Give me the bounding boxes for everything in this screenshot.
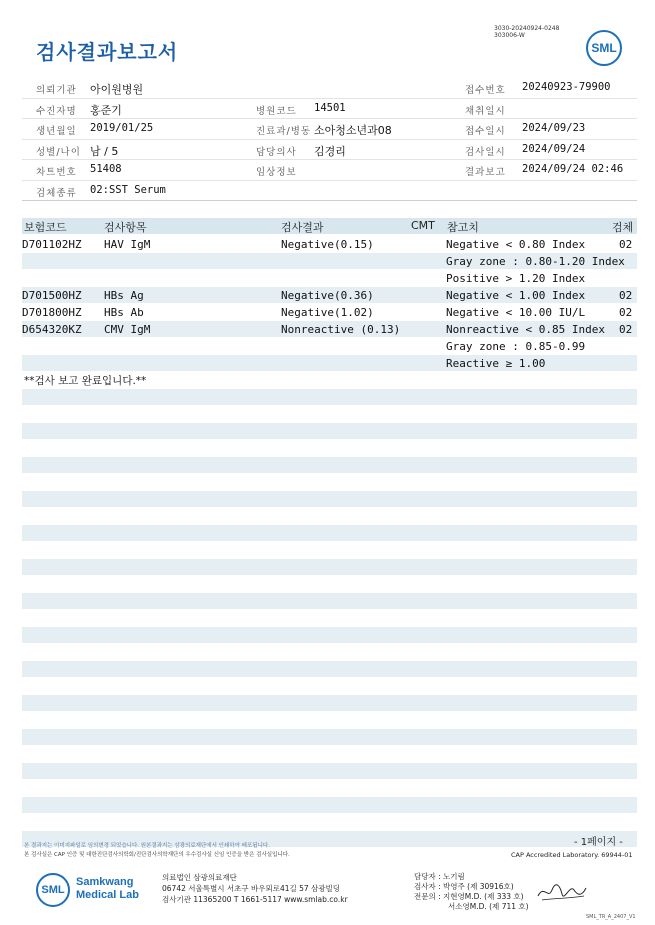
cell-test-result: Negative(0.36) bbox=[281, 289, 374, 302]
header-test-item: 검사항목 bbox=[104, 221, 147, 234]
cell-insurance-code: D654320KZ bbox=[22, 323, 82, 336]
staff-specialist-2: 서소영M.D. (제 711 호) bbox=[448, 902, 529, 911]
lab-contact: 검사기관 11365200 T 1661-5117 www.smlab.co.kr bbox=[162, 895, 348, 904]
footer-notice-cap: 본 검사실은 CAP 인증 및 대한진단검사의학회/진단검사의학재단의 우수검사실 신임 인증을 받은 검사실입니다. bbox=[24, 852, 290, 858]
lab-name bbox=[76, 876, 139, 902]
form-number: SML_TR_A_2407_V1 bbox=[586, 914, 636, 920]
label-requesting-institution: 의뢰기관 bbox=[36, 85, 77, 96]
value-birth-date: 2019/01/25 bbox=[90, 122, 154, 134]
row-stripe bbox=[22, 559, 637, 575]
label-chart-number: 차트번호 bbox=[36, 167, 77, 178]
label-doctor: 담당의사 bbox=[256, 146, 297, 158]
value-department-ward: 소아청소년과08 bbox=[314, 124, 392, 137]
row-stripe bbox=[22, 389, 637, 405]
info-row bbox=[22, 140, 637, 161]
row-stripe bbox=[22, 525, 637, 541]
page-number: - 1페이지 - bbox=[574, 837, 623, 848]
cell-reference: Reactive ≥ 1.00 bbox=[446, 357, 546, 370]
cell-insurance-code: D701102HZ bbox=[22, 238, 82, 251]
info-row bbox=[22, 160, 637, 181]
value-report-time: 2024/09/24 02:46 bbox=[522, 163, 624, 175]
cell-test-result: Negative(0.15) bbox=[281, 238, 374, 251]
document-code-line-1: 3030-20240924-0248 bbox=[494, 25, 560, 32]
cell-insurance-code: D701500HZ bbox=[22, 289, 82, 302]
cell-test-result: Negative(1.02) bbox=[281, 306, 374, 319]
header-insurance-code: 보험코드 bbox=[24, 221, 67, 234]
cell-insurance-code: D701800HZ bbox=[22, 306, 82, 319]
info-row bbox=[22, 181, 637, 202]
row-stripe bbox=[22, 627, 637, 643]
label-report-time: 결과보고 bbox=[465, 167, 506, 178]
label-specimen-type: 검체종류 bbox=[36, 187, 77, 199]
value-accession-number: 20240923-79900 bbox=[522, 81, 611, 93]
row-stripe bbox=[22, 423, 637, 439]
label-collection-time: 채취일시 bbox=[465, 105, 506, 117]
report-complete-note: **검사 보고 완료입니다.** bbox=[24, 375, 147, 387]
label-hospital-code: 병원코드 bbox=[256, 105, 297, 117]
cell-test-result: Nonreactive (0.13) bbox=[281, 323, 401, 336]
cell-specimen: 02 bbox=[619, 306, 633, 319]
label-test-date: 검사일시 bbox=[465, 146, 506, 158]
report-title: 검사결과보고서 bbox=[36, 40, 179, 64]
info-row bbox=[22, 78, 637, 99]
cell-test-item: HBs Ab bbox=[104, 306, 144, 319]
row-stripe bbox=[22, 763, 637, 779]
cell-reference: Nonreactive < 0.85 Index bbox=[446, 323, 605, 336]
cell-test-item: CMV IgM bbox=[104, 323, 151, 336]
staff-tester: 검사자 : 박영주 (제 30916호) bbox=[414, 882, 514, 891]
cell-test-item: HBs Ag bbox=[104, 289, 144, 302]
lab-name-line-2: Medical Lab bbox=[76, 889, 139, 901]
row-stripe bbox=[22, 695, 637, 711]
cell-reference: Gray zone : 0.85-0.99 bbox=[446, 340, 586, 353]
value-sex-age: 남 / 5 bbox=[90, 144, 119, 158]
patient-info-table bbox=[22, 78, 637, 201]
label-received-date: 접수일시 bbox=[465, 126, 506, 137]
value-doctor: 김경리 bbox=[314, 144, 346, 158]
info-row bbox=[22, 99, 637, 120]
staff-specialist-1: 전문의 : 지현영M.D. (제 333 호) bbox=[414, 892, 524, 901]
document-code bbox=[494, 25, 559, 39]
value-test-date: 2024/09/24 bbox=[522, 142, 586, 155]
document-code-line-2: 303006-W bbox=[494, 32, 525, 39]
value-specimen-type: 02:SST Serum bbox=[90, 183, 166, 196]
row-stripe bbox=[22, 661, 637, 677]
row-stripe bbox=[22, 491, 637, 507]
row-stripe bbox=[22, 729, 637, 745]
cell-specimen: 02 bbox=[619, 238, 633, 251]
value-requesting-institution: 아이원병원 bbox=[90, 83, 144, 96]
cell-reference: Negative < 0.80 Index bbox=[446, 238, 586, 251]
info-row bbox=[22, 119, 637, 140]
label-patient-name: 수진자명 bbox=[36, 105, 77, 117]
value-patient-name: 홍준기 bbox=[90, 103, 122, 117]
label-birth-date: 생년월일 bbox=[36, 126, 77, 137]
cell-reference: Negative < 10.00 IU/L bbox=[446, 306, 586, 319]
sml-logo-footer: SML bbox=[36, 873, 70, 907]
label-accession-number: 접수번호 bbox=[465, 85, 506, 96]
label-clinical-info: 임상정보 bbox=[256, 167, 297, 178]
row-stripe bbox=[22, 797, 637, 813]
cell-specimen: 02 bbox=[619, 323, 633, 336]
cell-test-item: HAV IgM bbox=[104, 238, 151, 251]
value-received-date: 2024/09/23 bbox=[522, 122, 586, 134]
cap-accreditation: CAP Accredited Laboratory. 69944-01 bbox=[511, 851, 633, 859]
row-stripe bbox=[22, 457, 637, 473]
handwritten-signature bbox=[536, 880, 588, 904]
staff-manager: 담당자 : 노기림 bbox=[414, 872, 465, 881]
sml-logo: SML bbox=[586, 30, 622, 66]
lab-street-address: 06742 서울특별시 서초구 바우뫼로41길 57 삼광빌딩 bbox=[162, 884, 341, 893]
label-sex-age: 성별/나이 bbox=[36, 146, 81, 158]
lab-name-line-1: Samkwang bbox=[76, 876, 134, 888]
lab-foundation: 의료법인 삼광의료재단 bbox=[162, 873, 237, 882]
header-specimen: 검체 bbox=[612, 221, 634, 234]
cell-reference: Positive > 1.20 Index bbox=[446, 272, 586, 285]
lab-address bbox=[162, 872, 348, 905]
value-chart-number: 51408 bbox=[90, 163, 122, 175]
label-department-ward: 진료과/병동 bbox=[256, 126, 312, 137]
cell-specimen: 02 bbox=[619, 289, 633, 302]
staff-list bbox=[414, 872, 529, 912]
footer-notice-image: 본 결과지는 이미지파일로 임의변경 되었습니다. 원본결과지는 삼광의료재단에서 인쇄하여 배포됩니다. bbox=[24, 843, 270, 849]
row-stripe bbox=[22, 593, 637, 609]
header-test-result: 검사결과 bbox=[281, 221, 324, 234]
value-hospital-code: 14501 bbox=[314, 101, 346, 114]
cell-reference: Gray zone : 0.80-1.20 Index bbox=[446, 255, 625, 268]
cell-reference: Negative < 1.00 Index bbox=[446, 289, 586, 302]
header-cmt: CMT bbox=[411, 219, 435, 232]
header-reference: 참고치 bbox=[447, 221, 479, 234]
